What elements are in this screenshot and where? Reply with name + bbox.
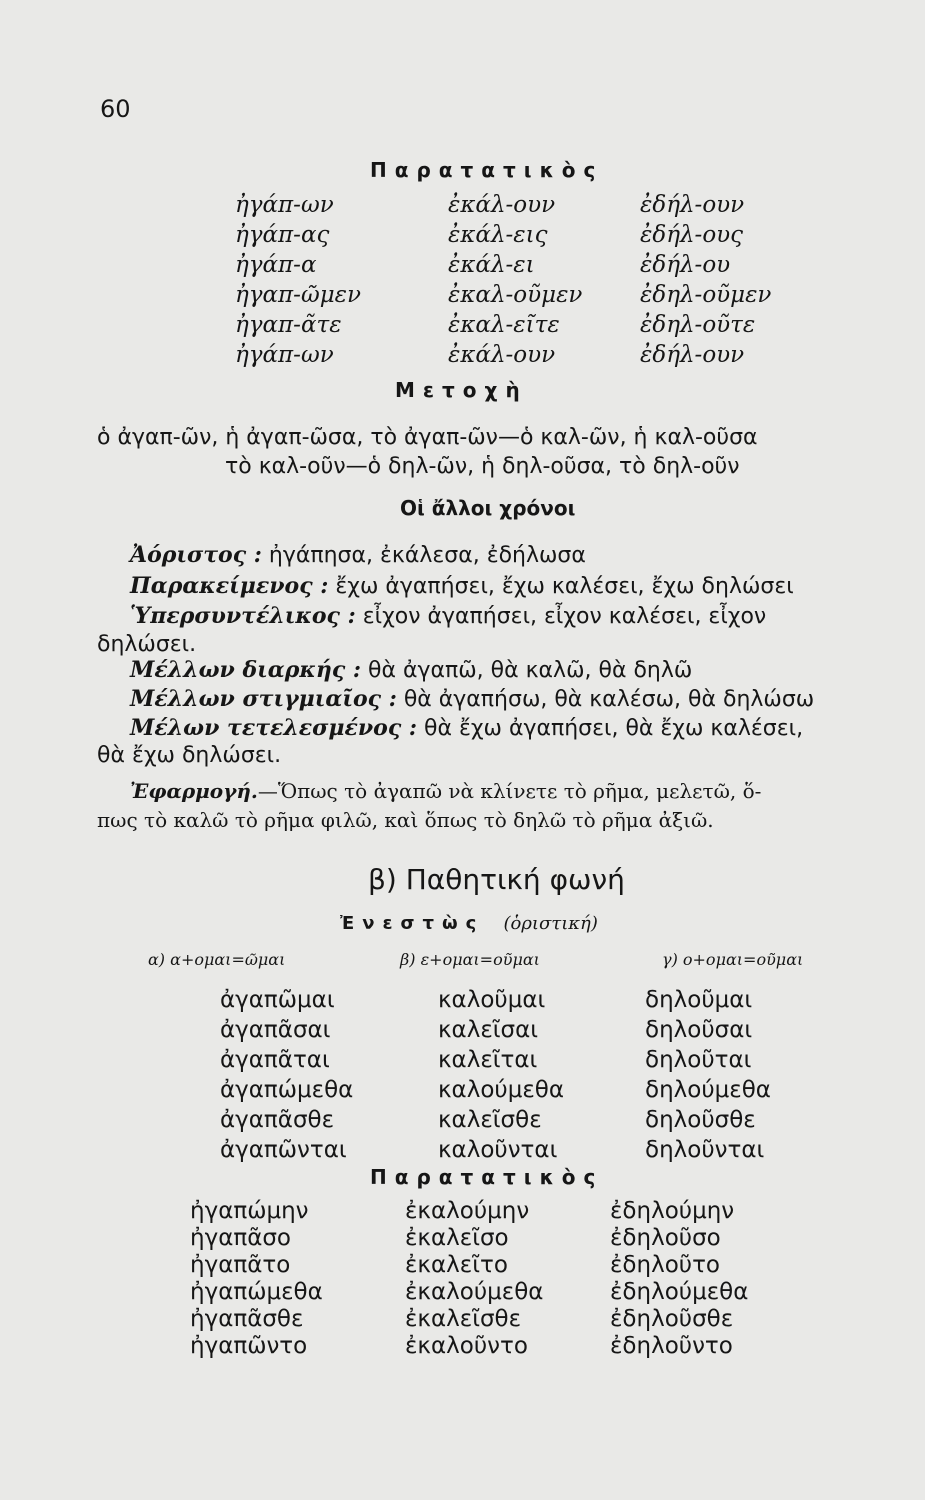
conj-cell: ἠγάπ-α: [235, 252, 317, 278]
present-heading-row: [340, 913, 598, 934]
conj-cell: καλούμεθα: [438, 1077, 565, 1103]
conj-cell: ἠγαπώμεθα: [190, 1279, 323, 1305]
conj-cell: ἐκάλ-ουν: [448, 192, 556, 218]
conj-cell: δηλοῦμαι: [645, 987, 753, 1013]
present-col-dilo: [645, 985, 771, 1165]
conj-cell: ἀγαπᾶσαι: [220, 1017, 331, 1043]
future-continuous-label: Μέλλων διαρκής :: [130, 657, 361, 683]
conj-cell: ἐκαλοῦντο: [405, 1333, 528, 1359]
conj-cell: ἐκάλ-εις: [448, 222, 548, 248]
conj-cell: ἐκαλ-οῦμεν: [448, 282, 583, 308]
future-perfect-label: Μέλων τετελεσμένος :: [130, 715, 417, 741]
conj-cell: δηλοῦσθε: [645, 1107, 756, 1133]
conj-cell: ἠγαπ-ᾶτε: [235, 312, 342, 338]
conj-cell: δηλοῦσαι: [645, 1017, 753, 1043]
group-label-b: β) ε+ομαι=οῦμαι: [400, 950, 540, 969]
exercise-label: Ἐφαρμογή.: [130, 779, 258, 803]
conj-cell: ἠγαπᾶσο: [190, 1225, 292, 1251]
exercise-line-2: πως τὸ καλῶ τὸ ρῆμα φιλῶ, καὶ ὅπως τὸ δηλῶ τὸ ρῆμα ἀξιῶ.: [97, 808, 714, 832]
conj-cell: ἠγαπώμην: [190, 1198, 309, 1224]
future-perfect-continuation: θὰ ἔχω δηλώσει.: [97, 743, 282, 768]
conj-cell: ἐδηλοῦτο: [610, 1252, 720, 1278]
conj-cell: δηλοῦται: [645, 1047, 752, 1073]
conj-cell: ἐδηλοῦσθε: [610, 1306, 734, 1332]
passive-imperfect-heading: Παρατατικὸς: [370, 1165, 604, 1189]
conj-cell: ἐδηλ-οῦτε: [640, 312, 756, 338]
conj-cell: ἠγαπᾶτο: [190, 1252, 291, 1278]
conj-cell: ἀγαπώμεθα: [220, 1077, 354, 1103]
pluperfect-forms: εἶχον ἀγαπήσει, εἶχον καλέσει, εἶχον: [362, 604, 767, 629]
group-label-a: α) α+ομαι=ῶμαι: [148, 950, 286, 969]
exercise-line-1: [130, 776, 761, 806]
group-label-c: γ) ο+ομαι=οῦμαι: [662, 950, 804, 969]
pluperfect-line: [130, 601, 766, 632]
page-number: 60: [100, 95, 131, 123]
conj-cell: καλεῖσαι: [438, 1017, 539, 1043]
conj-cell: ἐδηλοῦσο: [610, 1225, 721, 1251]
exercise-text-1: —Ὅπως τὸ ἀγαπῶ νὰ κλίνετε τὸ ρῆμα, μελετῶ, ὅ-: [257, 779, 762, 803]
future-perfect-line: [130, 713, 803, 744]
future-simple-line: [130, 684, 814, 715]
passive-imperfect-col-dilo: [610, 1198, 748, 1360]
aorist-forms: ἠγάπησα, ἐκάλεσα, ἐδήλωσα: [268, 543, 586, 568]
conj-cell: ἠγάπ-ας: [235, 222, 330, 248]
conj-cell: ἐκαλ-εῖτε: [448, 312, 560, 338]
participle-heading: Μετοχὴ: [395, 378, 528, 402]
conj-cell: δηλοῦνται: [645, 1137, 765, 1163]
conj-cell: καλεῖσθε: [438, 1107, 542, 1133]
conj-cell: ἐδήλ-ου: [640, 252, 731, 278]
conj-cell: ἐδηλούμην: [610, 1198, 735, 1224]
participle-line-1: ὁ ἀγαπ-ῶν, ἡ ἀγαπ-ῶσα, τὸ ἀγαπ-ῶν—ὁ καλ-ῶν, ἡ καλ-οῦσα: [97, 425, 758, 450]
imperfect-col-agapo: [235, 190, 361, 370]
conj-cell: ἀγαπᾶται: [220, 1047, 330, 1073]
conj-cell: δηλούμεθα: [645, 1077, 771, 1103]
conj-cell: ἐδήλ-ουν: [640, 342, 745, 368]
conj-cell: ἀγαπῶνται: [220, 1137, 347, 1163]
passive-imperfect-col-agapo: [190, 1198, 323, 1360]
conj-cell: ἠγαπᾶσθε: [190, 1306, 304, 1332]
aorist-line: [130, 540, 586, 571]
conj-cell: ἐκάλ-ουν: [448, 342, 556, 368]
perfect-label: Παρακείμενος :: [130, 573, 329, 599]
conj-cell: ἐκαλεῖτο: [405, 1252, 508, 1278]
present-col-kalo: [438, 985, 564, 1165]
conj-cell: ἀγαπᾶσθε: [220, 1107, 335, 1133]
passive-voice-heading: β) Παθητική φωνή: [368, 863, 625, 896]
conj-cell: ἐκαλεῖσθε: [405, 1306, 522, 1332]
other-tenses-heading: Οἱ ἄλλοι χρόνοι: [400, 496, 576, 520]
conj-cell: καλοῦνται: [438, 1137, 558, 1163]
conj-cell: ἐκαλούμεθα: [405, 1279, 544, 1305]
conj-cell: ἐδήλ-ους: [640, 222, 744, 248]
aorist-label: Ἀόριστος :: [130, 542, 262, 568]
conj-cell: καλεῖται: [438, 1047, 538, 1073]
conj-cell: ἐδηλοῦντο: [610, 1333, 733, 1359]
future-simple-label: Μέλλων στιγμιαῖος :: [130, 686, 397, 712]
pluperfect-continuation: δηλώσει.: [97, 632, 197, 657]
present-col-agapo: [220, 985, 353, 1165]
conj-cell: ἠγάπ-ων: [235, 192, 334, 218]
conj-cell: ἐκαλούμην: [405, 1198, 530, 1224]
conj-cell: ἐδηλούμεθα: [610, 1279, 749, 1305]
perfect-line: [130, 571, 794, 602]
conj-cell: ἐδηλ-οῦμεν: [640, 282, 772, 308]
imperfect-col-kalo: [448, 190, 582, 370]
present-heading: Ἐνεστὼς: [340, 913, 485, 934]
imperfect-col-dilo: [640, 190, 771, 370]
participle-line-2: τὸ καλ-οῦν—ὁ δηλ-ῶν, ἡ δηλ-οῦσα, τὸ δηλ-οῦν: [225, 454, 740, 479]
conj-cell: ἐδήλ-ουν: [640, 192, 745, 218]
perfect-forms: ἔχω ἀγαπήσει, ἔχω καλέσει, ἔχω δηλώσει: [335, 574, 794, 599]
conj-cell: ἐκαλεῖσο: [405, 1225, 509, 1251]
future-continuous-forms: θὰ ἀγαπῶ, θὰ καλῶ, θὰ δηλῶ: [368, 658, 693, 683]
present-note: (ὁριστική): [503, 913, 598, 934]
pluperfect-label: Ὑπερσυντέλικος :: [130, 603, 356, 629]
future-perfect-forms: θὰ ἔχω ἀγαπήσει, θὰ ἔχω καλέσει,: [424, 716, 804, 741]
conj-cell: ἀγαπῶμαι: [220, 987, 335, 1013]
conj-cell: καλοῦμαι: [438, 987, 546, 1013]
conj-cell: ἠγαπῶντο: [190, 1333, 308, 1359]
conj-cell: ἐκάλ-ει: [448, 252, 535, 278]
imperfect-heading: Παρατατικὸς: [370, 158, 604, 182]
passive-imperfect-col-kalo: [405, 1198, 543, 1360]
conj-cell: ἠγάπ-ων: [235, 342, 334, 368]
future-continuous-line: [130, 655, 692, 686]
conj-cell: ἠγαπ-ῶμεν: [235, 282, 361, 308]
future-simple-forms: θὰ ἀγαπήσω, θὰ καλέσω, θὰ δηλώσω: [403, 687, 815, 712]
